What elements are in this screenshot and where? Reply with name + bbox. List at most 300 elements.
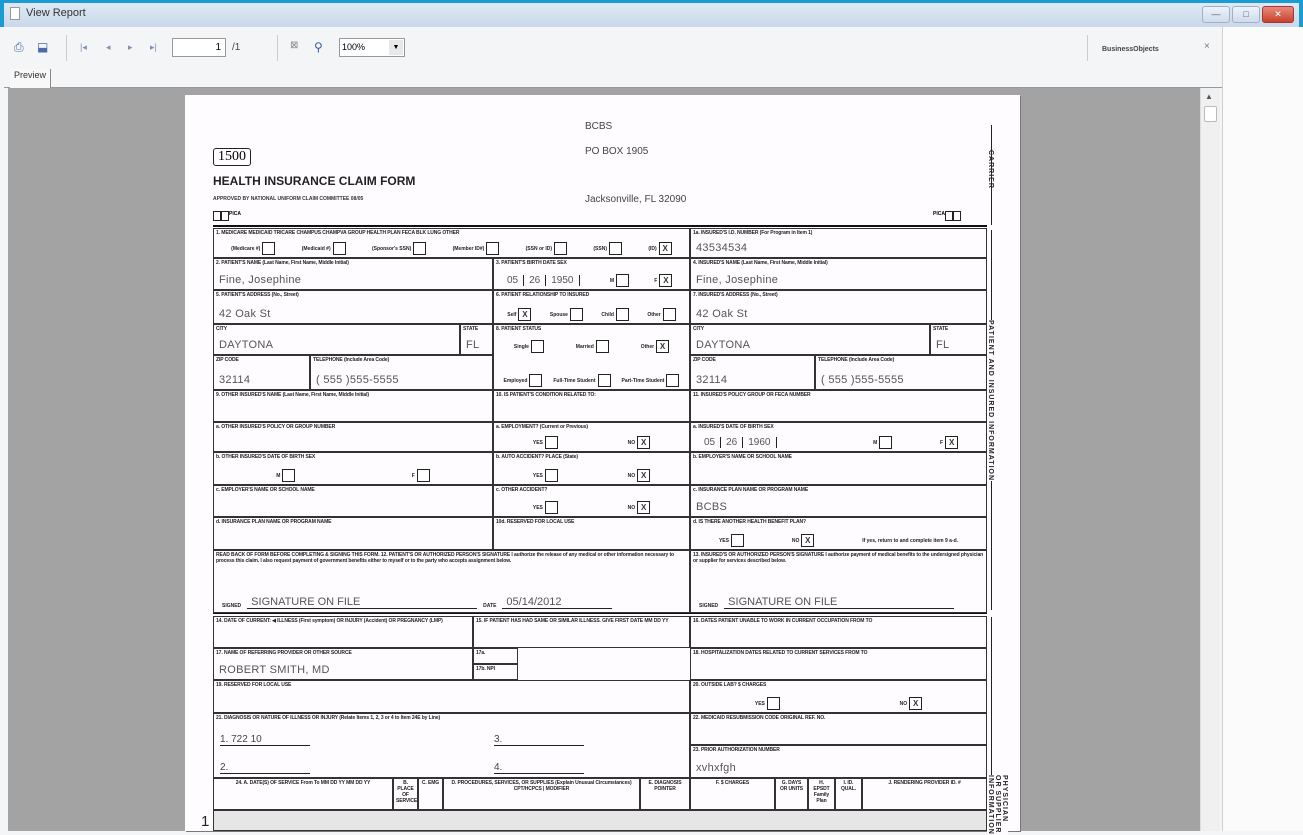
- checkbox-option[interactable]: [533, 501, 558, 514]
- field-f20: [690, 680, 987, 713]
- approved-text: APPROVED BY NATIONAL UNIFORM CLAIM COMMITTEE 08/05: [213, 196, 364, 202]
- prev-page-icon[interactable]: ◂: [106, 42, 111, 52]
- checkbox[interactable]: [262, 242, 275, 255]
- next-page-icon[interactable]: ▸: [128, 42, 133, 52]
- checkbox-label: Child: [601, 311, 614, 318]
- checkbox-option[interactable]: [900, 697, 923, 710]
- field-label: 10. IS PATIENT'S CONDITION RELATED TO:: [496, 392, 596, 398]
- checkbox[interactable]: [531, 340, 544, 353]
- checkbox-group: [498, 340, 685, 353]
- field-f6: [493, 290, 690, 324]
- checkbox-option[interactable]: [514, 340, 544, 353]
- field-c24e: [640, 778, 690, 810]
- field-f9: [213, 390, 493, 422]
- field-f10b: [493, 452, 690, 485]
- checkbox[interactable]: [598, 374, 611, 387]
- field-c24a: [213, 778, 393, 810]
- checkbox[interactable]: X: [656, 340, 669, 353]
- field-f11d: [690, 517, 987, 550]
- field-value[interactable]: 32114: [696, 374, 728, 386]
- field-label: E. DIAGNOSIS POINTER: [648, 780, 682, 792]
- checkbox-group: [498, 374, 685, 387]
- field-label: 16. DATES PATIENT UNABLE TO WORK IN CURRENT OCCUPATION FROM TO: [693, 618, 873, 624]
- checkbox-option[interactable]: [231, 242, 275, 255]
- field-label: 10d. RESERVED FOR LOCAL USE: [496, 519, 575, 525]
- checkbox[interactable]: [554, 242, 567, 255]
- diagnosis-line[interactable]: 4.: [494, 762, 584, 774]
- search-icon[interactable]: ⚲: [314, 40, 323, 54]
- field-f9c: [213, 485, 493, 517]
- checkbox-option[interactable]: [553, 374, 610, 387]
- field-f17a: [473, 648, 518, 664]
- field-label: a. INSURED'S DATE OF BIRTH SEX: [693, 424, 774, 430]
- field-value[interactable]: 42 Oak St: [219, 308, 271, 320]
- checkbox-option[interactable]: [601, 308, 629, 321]
- checkbox[interactable]: [609, 242, 622, 255]
- field-label: c. INSURANCE PLAN NAME OR PROGRAM NAME: [693, 487, 809, 493]
- date-part: 05: [699, 437, 721, 448]
- field-label: G. DAYS OR UNITS: [779, 780, 804, 792]
- window-title: View Report: [26, 7, 86, 19]
- field-label: a. EMPLOYMENT? (Current or Previous): [496, 424, 588, 430]
- checkbox-option[interactable]: [628, 436, 651, 449]
- checkbox-option[interactable]: [412, 469, 430, 482]
- checkbox[interactable]: [486, 242, 499, 255]
- side-label-physician: PHYSICIAN OR SUPPLIER INFORMATION: [987, 775, 1008, 835]
- field-value[interactable]: Fine, Josephine: [219, 274, 302, 286]
- field-f11b: [690, 452, 987, 485]
- checkbox-label: M: [873, 439, 878, 446]
- checkbox-label: M: [609, 277, 615, 284]
- field-f14: [213, 616, 473, 648]
- checkbox-label: NO: [791, 537, 800, 544]
- field-f10a: [493, 422, 690, 452]
- diagnosis-line[interactable]: 1. 722 10: [220, 734, 310, 746]
- chevron-down-icon: ▼: [389, 40, 403, 55]
- field-label: 14. DATE OF CURRENT: ◀ ILLNESS (First symptom) OR INJURY (Accident) OR PREGNANCY (LMP): [216, 618, 443, 624]
- field-label: 23. PRIOR AUTHORIZATION NUMBER: [693, 747, 780, 753]
- field-f9a: [213, 422, 493, 452]
- checkbox-option[interactable]: [755, 697, 780, 710]
- field-label: J. RENDERING PROVIDER ID. #: [888, 780, 961, 786]
- checkbox[interactable]: [616, 308, 629, 321]
- checkbox-option[interactable]: [647, 308, 675, 321]
- checkbox[interactable]: [596, 340, 609, 353]
- field-c24c: [418, 778, 443, 810]
- field-value[interactable]: FL: [466, 339, 480, 351]
- field-f17b: [473, 664, 518, 680]
- field-f1a: [690, 228, 987, 258]
- checkbox[interactable]: X: [637, 469, 650, 482]
- checkbox[interactable]: X: [909, 697, 922, 710]
- checkbox-option[interactable]: [940, 436, 958, 449]
- field-value[interactable]: ROBERT SMITH, MD: [219, 664, 330, 676]
- carrier-address: PO BOX 1905: [585, 146, 649, 157]
- field-f10: [493, 390, 690, 422]
- minimize-button[interactable]: —: [1202, 6, 1230, 23]
- checkbox-label: Married: [575, 343, 594, 350]
- field-f7: [690, 290, 987, 324]
- signature-value: SIGNATURE ON FILE: [247, 596, 477, 609]
- field-f9b: [213, 452, 493, 485]
- print-icon[interactable]: ⎙: [14, 40, 24, 54]
- diagnosis-line[interactable]: 2.: [220, 762, 310, 774]
- field-f19: [213, 680, 690, 713]
- field-label: H. EPSDT Family Plan: [813, 780, 830, 804]
- toolbar: [4, 27, 1222, 67]
- date-value[interactable]: [699, 437, 777, 448]
- checkbox-label: NO: [899, 700, 908, 707]
- date-value[interactable]: [502, 275, 580, 286]
- checkbox[interactable]: [417, 469, 430, 482]
- checkbox-label: (ID): [648, 245, 657, 252]
- field-label: 18. HOSPITALIZATION DATES RELATED TO CURRENT SERVICES FROM TO: [693, 650, 868, 656]
- field-label: b. EMPLOYER'S NAME OR SCHOOL NAME: [693, 454, 792, 460]
- field-f5: [213, 290, 493, 324]
- field-label: 13. INSURED'S OR AUTHORIZED PERSON'S SIGNATURE I authorize payment of medical benefits to the undersigned physician or supplier for services described below.: [693, 552, 984, 564]
- field-label: STATE: [933, 326, 949, 332]
- field-value[interactable]: 32114: [219, 374, 251, 386]
- pica-left: PICA: [213, 211, 241, 221]
- diagnosis-line[interactable]: 3.: [494, 734, 584, 746]
- checkbox-group: [849, 436, 982, 449]
- checkbox-label: Other: [640, 343, 655, 350]
- field-label: a. OTHER INSURED'S POLICY OR GROUP NUMBER: [216, 424, 336, 430]
- date-part: 1960: [743, 437, 776, 448]
- checkbox[interactable]: [545, 469, 558, 482]
- checkbox-label: YES: [718, 537, 729, 544]
- field-label: 1a. INSURED'S I.D. NUMBER (For Program in Item 1): [693, 230, 813, 236]
- checkbox-group: [695, 697, 982, 710]
- date-part: 05: [502, 275, 524, 286]
- field-label: 15. IF PATIENT HAS HAD SAME OR SIMILAR ILLNESS. GIVE FIRST DATE MM DD YY: [476, 618, 669, 624]
- checkbox-label: NO: [627, 439, 636, 446]
- checkbox-option[interactable]: [648, 242, 671, 255]
- date-part: 1950: [546, 275, 579, 286]
- field-f5state: [460, 324, 493, 355]
- toggle-tree-icon[interactable]: ⊠: [290, 40, 299, 51]
- checkbox-option[interactable]: [453, 242, 500, 255]
- checkbox-label: (Member ID#): [452, 245, 485, 252]
- checkbox[interactable]: [666, 374, 679, 387]
- field-value[interactable]: FL: [936, 339, 950, 351]
- field-label: ZIP CODE: [693, 357, 716, 363]
- field-f11a: [690, 422, 987, 452]
- field-value[interactable]: Fine, Josephine: [696, 274, 779, 286]
- field-label: 2. PATIENT'S NAME (Last Name, First Name, Middle Initial): [216, 260, 349, 266]
- date-part: 26: [721, 437, 743, 448]
- field-f21: [213, 713, 690, 778]
- checkbox-option[interactable]: [533, 436, 558, 449]
- field-label: B. PLACE OF SERVICE: [396, 780, 418, 804]
- checkbox-label: Other: [647, 311, 661, 318]
- page-total: /1: [232, 42, 241, 53]
- field-c24j: [862, 778, 987, 810]
- checkbox-label: M: [276, 472, 281, 479]
- checkbox[interactable]: [413, 242, 426, 255]
- checkbox-label: YES: [754, 700, 765, 707]
- claim-form-page: [185, 95, 1020, 835]
- field-value[interactable]: ( 555 )555-5555: [821, 374, 904, 386]
- checkbox-label: YES: [532, 504, 543, 511]
- vertical-scrollbar[interactable]: [1200, 88, 1220, 831]
- page-number-input[interactable]: 1: [172, 38, 226, 57]
- field-f3: [493, 258, 690, 290]
- checkbox[interactable]: [663, 308, 676, 321]
- field-label: 22. MEDICAID RESUBMISSION CODE ORIGINAL REF. NO.: [693, 715, 826, 721]
- checkbox-option[interactable]: [628, 501, 651, 514]
- checkbox-option[interactable]: [719, 534, 744, 547]
- field-label: TELEPHONE (Include Area Code): [313, 357, 390, 363]
- field-f10c: [493, 485, 690, 517]
- carrier-city: Jacksonville, FL 32090: [585, 194, 687, 205]
- field-label: b. OTHER INSURED'S DATE OF BIRTH SEX: [216, 454, 316, 460]
- checkbox-option[interactable]: [862, 538, 958, 544]
- field-label: 3. PATIENT'S BIRTH DATE SEX: [496, 260, 567, 266]
- field-c24h: [808, 778, 835, 810]
- checkbox[interactable]: [545, 436, 558, 449]
- side-label-carrier: CARRIER: [987, 150, 994, 189]
- field-f5zip: [213, 355, 310, 390]
- close-button[interactable]: ✕: [1262, 6, 1294, 23]
- close-panel-icon[interactable]: ×: [1204, 41, 1210, 52]
- checkbox-option[interactable]: [526, 242, 567, 255]
- field-label: 7. INSURED'S ADDRESS (No., Street): [693, 292, 778, 298]
- checkbox-label: If yes, return to and complete item 9 a-d.: [862, 537, 959, 544]
- field-c24g: [775, 778, 808, 810]
- checkbox-label: Self: [507, 311, 517, 318]
- checkbox-option[interactable]: [792, 534, 815, 547]
- checkbox-option[interactable]: [628, 469, 651, 482]
- field-label: TELEPHONE (Include Area Code): [818, 357, 895, 363]
- field-label: 1. MEDICARE MEDICAID TRICARE CHAMPUS CHAMPVA GROUP HEALTH PLAN FECA BLK LUNG OTHER: [216, 230, 460, 236]
- checkbox-group: [695, 534, 982, 547]
- field-label: 17b. NPI: [476, 666, 495, 672]
- field-f13: [690, 550, 987, 613]
- field-f23: [690, 745, 987, 778]
- checkbox-option[interactable]: [576, 340, 609, 353]
- field-f7city: [690, 324, 930, 355]
- signature-line[interactable]: [699, 596, 954, 609]
- checkbox[interactable]: [333, 242, 346, 255]
- checkbox-option[interactable]: [503, 374, 542, 387]
- field-f7tel: [815, 355, 987, 390]
- checkbox-label: (SSN): [593, 245, 608, 252]
- last-page-icon[interactable]: ▸|: [150, 42, 157, 52]
- field-c24d: [443, 778, 640, 810]
- scroll-thumb[interactable]: [1204, 106, 1217, 122]
- checkbox[interactable]: [545, 501, 558, 514]
- checkbox-option[interactable]: [610, 274, 629, 287]
- checkbox[interactable]: X: [518, 308, 531, 321]
- field-f1: [213, 228, 690, 258]
- checkbox-label: YES: [532, 439, 543, 446]
- field-label: 6. PATIENT RELATIONSHIP TO INSURED: [496, 292, 590, 298]
- field-value[interactable]: DAYTONA: [219, 339, 274, 351]
- field-label: 17a.: [476, 650, 486, 656]
- field-label: STATE: [463, 326, 479, 332]
- field-label: READ BACK OF FORM BEFORE COMPLETING & SIGNING THIS FORM. 12. PATIENT'S OR AUTHORIZED PERSON'S SIGNATURE I authorize the release of any medical or other information necessary to process this claim. I also request payment of government benefits either to myself or to the party who accepts assignment below.: [216, 552, 674, 564]
- field-label: CITY: [693, 326, 704, 332]
- field-value[interactable]: DAYTONA: [696, 339, 751, 351]
- checkbox-option[interactable]: [302, 242, 346, 255]
- tab-bar: [4, 67, 1222, 88]
- date-part: 26: [524, 275, 546, 286]
- checkbox[interactable]: X: [801, 534, 814, 547]
- signed-label: SIGNED: [699, 603, 719, 609]
- checkbox[interactable]: [529, 374, 542, 387]
- tab-preview[interactable]: Preview: [10, 69, 51, 88]
- checkbox-option[interactable]: [593, 242, 622, 255]
- date-label: DATE: [483, 603, 497, 609]
- checkbox-group: [498, 436, 685, 449]
- field-label: 11. INSURED'S POLICY GROUP OR FECA NUMBER: [693, 392, 811, 398]
- field-label: 4. INSURED'S NAME (Last Name, First Name, Middle Initial): [693, 260, 828, 266]
- field-label: c. EMPLOYER'S NAME OR SCHOOL NAME: [216, 487, 315, 493]
- line-number: 1: [201, 813, 210, 830]
- checkbox[interactable]: X: [659, 274, 672, 287]
- checkbox-label: Part-Time Student: [621, 377, 665, 384]
- field-f12: [213, 550, 690, 613]
- signature-line[interactable]: [222, 596, 612, 609]
- field-value[interactable]: BCBS: [696, 501, 728, 513]
- checkbox-option[interactable]: [507, 308, 531, 321]
- checkbox[interactable]: X: [659, 242, 672, 255]
- checkbox-group: [498, 308, 685, 321]
- field-label: ZIP CODE: [216, 357, 239, 363]
- checkbox-group: [498, 469, 685, 482]
- field-f8: [493, 324, 690, 390]
- field-f10d: [493, 517, 690, 550]
- maximize-button[interactable]: □: [1232, 6, 1260, 23]
- checkbox[interactable]: [570, 308, 583, 321]
- checkbox-label: F: [411, 472, 415, 479]
- checkbox-label: Employed: [503, 377, 528, 384]
- checkbox[interactable]: X: [637, 436, 650, 449]
- side-label-patient: PATIENT AND INSURED INFORMATION: [987, 320, 994, 482]
- checkbox-label: (Medicare #): [231, 245, 261, 252]
- checkbox-option[interactable]: [641, 340, 669, 353]
- field-value[interactable]: 43534534: [696, 242, 748, 254]
- field-label: 21. DIAGNOSIS OR NATURE OF ILLNESS OR INJURY (Relate Items 1, 2, 3 or 4 to Item 24E by Line): [216, 715, 441, 721]
- field-c24f: [690, 778, 775, 810]
- checkbox-group: [597, 274, 685, 287]
- field-f5tel: [310, 355, 493, 390]
- field-f18: [690, 648, 987, 680]
- service-line-1: [213, 810, 987, 831]
- signature-value: SIGNATURE ON FILE: [724, 596, 954, 609]
- checkbox-option[interactable]: [550, 308, 583, 321]
- field-label: 5. PATIENT'S ADDRESS (No., Street): [216, 292, 299, 298]
- checkbox-option[interactable]: [622, 374, 680, 387]
- pica-right: PICA: [933, 211, 961, 221]
- checkbox-label: Spouse: [549, 311, 568, 318]
- field-label: 17. NAME OF REFERRING PROVIDER OR OTHER SOURCE: [216, 650, 352, 656]
- field-f5city: [213, 324, 460, 355]
- field-f2: [213, 258, 493, 290]
- side-panel: [1222, 27, 1303, 831]
- checkbox-label: NO: [627, 472, 636, 479]
- checkbox-label: NO: [627, 504, 636, 511]
- field-label: 8. PATIENT STATUS: [496, 326, 542, 332]
- checkbox-label: Full-Time Student: [553, 377, 596, 384]
- form-number: 1500: [213, 148, 251, 166]
- checkbox-label: YES: [532, 472, 543, 479]
- carrier-name: BCBS: [585, 121, 613, 132]
- field-label: b. AUTO ACCIDENT? PLACE (State): [496, 454, 578, 460]
- checkbox[interactable]: [879, 436, 892, 449]
- field-value[interactable]: 42 Oak St: [696, 308, 748, 320]
- field-f7zip: [690, 355, 815, 390]
- checkbox[interactable]: [731, 534, 744, 547]
- checkbox-label: Single: [513, 343, 529, 350]
- field-c24i: [835, 778, 862, 810]
- checkbox-option[interactable]: [654, 274, 672, 287]
- first-page-icon[interactable]: |◂: [80, 42, 87, 52]
- checkbox[interactable]: [616, 274, 629, 287]
- field-label: C. EMG: [421, 780, 440, 786]
- field-label: 20. OUTSIDE LAB? $ CHARGES: [693, 682, 767, 688]
- field-label: c. OTHER ACCIDENT?: [496, 487, 548, 493]
- field-f4: [690, 258, 987, 290]
- checkbox-option[interactable]: [873, 436, 892, 449]
- field-f9d: [213, 517, 493, 550]
- scroll-up-icon[interactable]: ▲: [1205, 92, 1213, 101]
- field-label: CITY: [216, 326, 227, 332]
- field-label: 24. A. DATE(S) OF SERVICE From To MM DD YY MM DD YY: [235, 780, 371, 786]
- checkbox[interactable]: X: [945, 436, 958, 449]
- checkbox[interactable]: [282, 469, 295, 482]
- checkbox-label: (Medicaid #): [301, 245, 331, 252]
- field-f16: [690, 616, 987, 648]
- divider: [213, 225, 987, 227]
- field-f15: [473, 616, 690, 648]
- form-title: HEALTH INSURANCE CLAIM FORM: [213, 174, 416, 188]
- field-label: 9. OTHER INSURED'S NAME (Last Name, First Name, Middle Initial): [216, 392, 369, 398]
- checkbox-label: (Sponsor's SSN): [371, 245, 412, 252]
- field-f22: [690, 713, 987, 745]
- signed-label: SIGNED: [222, 603, 242, 609]
- checkbox[interactable]: X: [637, 501, 650, 514]
- field-f11c: [690, 485, 987, 517]
- businessobjects-logo: BusinessObjects: [1102, 46, 1159, 53]
- checkbox-option[interactable]: [276, 469, 295, 482]
- checkbox-option[interactable]: [372, 242, 426, 255]
- checkbox-label: F: [654, 277, 658, 284]
- zoom-select[interactable]: [339, 38, 405, 57]
- checkbox-group: [218, 469, 488, 482]
- field-c24b: [393, 778, 418, 810]
- field-value[interactable]: ( 555 )555-5555: [316, 374, 399, 386]
- title-bar: [0, 0, 1303, 27]
- field-f11: [690, 390, 987, 422]
- checkbox-label: (SSN or ID): [525, 245, 553, 252]
- field-f17: [213, 648, 473, 680]
- signature-date: 05/14/2012: [502, 596, 612, 609]
- field-f7state: [930, 324, 987, 355]
- field-label: F. $ CHARGES: [715, 780, 750, 786]
- export-icon[interactable]: ⬓: [37, 40, 49, 54]
- checkbox-label: F: [940, 439, 944, 446]
- checkbox[interactable]: [767, 697, 780, 710]
- field-value[interactable]: xvhxfgh: [696, 762, 737, 774]
- field-label: I. ID. QUAL.: [840, 780, 857, 792]
- field-label: 19. RESERVED FOR LOCAL USE: [216, 682, 292, 688]
- checkbox-option[interactable]: [533, 469, 558, 482]
- window-icon: [10, 7, 20, 20]
- field-label: D. PROCEDURES, SERVICES, OR SUPPLIES (Explain Unusual Circumstances) CPT/HCPCS | MODIFIER: [451, 780, 632, 792]
- field-label: d. INSURANCE PLAN NAME OR PROGRAM NAME: [216, 519, 332, 525]
